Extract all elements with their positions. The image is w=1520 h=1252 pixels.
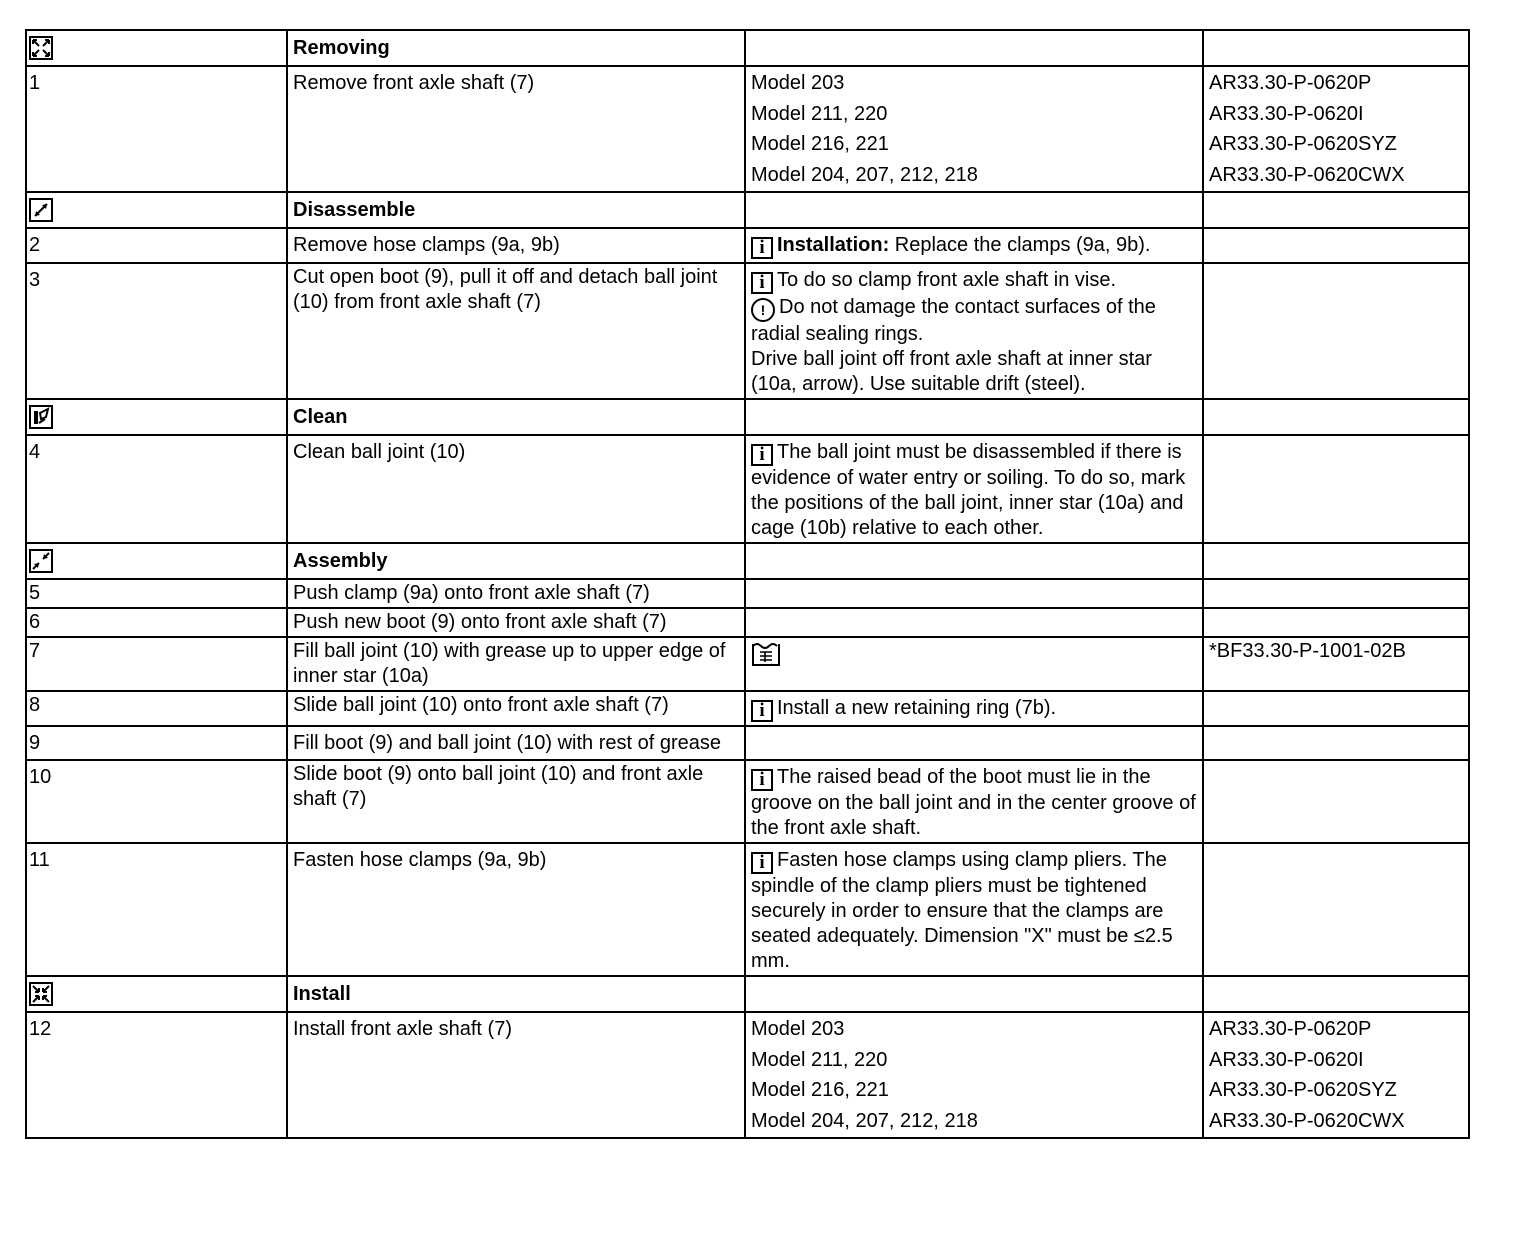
- step-note: i To do so clamp front axle shaft in vise. ! Do not damage the contact surfaces of the radial sealing rings. Drive ball joint off front axle shaft at inner star (10a, arrow). Use suitable drift (steel).: [745, 263, 1203, 400]
- step-text: Push new boot (9) onto front axle shaft (7): [287, 608, 745, 637]
- step-number: 4: [26, 435, 287, 543]
- step-text: Slide ball joint (10) onto front axle shaft (7): [287, 691, 745, 726]
- step-text: Cut open boot (9), pull it off and detach ball joint (10) from front axle shaft (7): [287, 263, 745, 400]
- step-number: 6: [26, 608, 287, 637]
- step-note: i The ball joint must be disassembled if there is evidence of water entry or soiling. To do so, mark the positions of the ball joint, inner star (10a) and cage (10b) relative to each other.: [745, 435, 1203, 543]
- step-text: Remove front axle shaft (7): [287, 66, 745, 192]
- info-icon: i: [751, 444, 773, 466]
- step-number: 12: [26, 1012, 287, 1138]
- step-text: Slide boot (9) onto ball joint (10) and front axle shaft (7): [287, 760, 745, 843]
- step-models: Model 203 Model 211, 220 Model 216, 221 Model 204, 207, 212, 218: [745, 66, 1203, 192]
- step-note: i Fasten hose clamps using clamp pliers. The spindle of the clamp pliers must be tightened securely in order to ensure that the clamps are seated adequately. Dimension "X" must be ≤2.5 mm.: [745, 843, 1203, 976]
- step-ref: *BF33.30-P-1001-02B: [1203, 637, 1469, 691]
- warning-icon: !: [751, 298, 775, 322]
- table-row: [26, 637, 1469, 691]
- section-row-assembly: [26, 543, 1469, 579]
- section-row-removing: [26, 30, 1469, 66]
- step-text: Clean ball joint (10): [287, 435, 745, 543]
- step-note: i Installation: Replace the clamps (9a, 9b).: [745, 228, 1203, 263]
- clean-icon: [29, 405, 53, 429]
- info-icon: i: [751, 272, 773, 294]
- table-row: [26, 263, 1469, 400]
- section-row-disassemble: [26, 192, 1469, 228]
- step-text: Push clamp (9a) onto front axle shaft (7): [287, 579, 745, 608]
- section-title: Clean: [287, 399, 745, 435]
- step-number: 7: [26, 637, 287, 691]
- step-refs: AR33.30-P-0620P AR33.30-P-0620I AR33.30-P-0620SYZ AR33.30-P-0620CWX: [1203, 66, 1469, 192]
- step-note: i Install a new retaining ring (7b).: [745, 691, 1203, 726]
- step-number: 9: [26, 726, 287, 761]
- assembly-icon: [29, 549, 53, 573]
- step-text: Fill ball joint (10) with grease up to upper edge of inner star (10a): [287, 637, 745, 691]
- info-icon: i: [751, 852, 773, 874]
- section-row-install: [26, 976, 1469, 1012]
- remove-icon: [29, 36, 53, 60]
- step-number: 10: [26, 760, 287, 843]
- info-icon: i: [751, 237, 773, 259]
- table-row: [26, 608, 1469, 637]
- step-number: 1: [26, 66, 287, 192]
- table-row: [26, 579, 1469, 608]
- section-title: Removing: [287, 30, 745, 66]
- section-title: Assembly: [287, 543, 745, 579]
- step-number: 2: [26, 228, 287, 263]
- table-row: [26, 435, 1469, 543]
- table-row: [26, 1012, 1469, 1138]
- table-row: [26, 726, 1469, 761]
- section-row-clean: [26, 399, 1469, 435]
- table-row: [26, 760, 1469, 843]
- table-row: [26, 228, 1469, 263]
- table-row: [26, 843, 1469, 976]
- step-text: Remove hose clamps (9a, 9b): [287, 228, 745, 263]
- section-title: Install: [287, 976, 745, 1012]
- info-icon: i: [751, 700, 773, 722]
- grease-icon: [751, 641, 781, 667]
- info-icon: i: [751, 769, 773, 791]
- table-row: [26, 66, 1469, 192]
- step-text: Fill boot (9) and ball joint (10) with rest of grease: [287, 726, 745, 761]
- step-refs: AR33.30-P-0620P AR33.30-P-0620I AR33.30-P-0620SYZ AR33.30-P-0620CWX: [1203, 1012, 1469, 1138]
- disassemble-icon: [29, 198, 53, 222]
- step-note: i The raised bead of the boot must lie in the groove on the ball joint and in the center groove of the front axle shaft.: [745, 760, 1203, 843]
- install-icon: [29, 982, 53, 1006]
- step-text: Fasten hose clamps (9a, 9b): [287, 843, 745, 976]
- step-number: 11: [26, 843, 287, 976]
- step-number: 5: [26, 579, 287, 608]
- step-number: 3: [26, 263, 287, 400]
- step-number: 8: [26, 691, 287, 726]
- step-models: Model 203 Model 211, 220 Model 216, 221 Model 204, 207, 212, 218: [745, 1012, 1203, 1138]
- step-text: Install front axle shaft (7): [287, 1012, 745, 1138]
- section-title: Disassemble: [287, 192, 745, 228]
- procedure-table: [25, 29, 1470, 1139]
- table-row: [26, 691, 1469, 726]
